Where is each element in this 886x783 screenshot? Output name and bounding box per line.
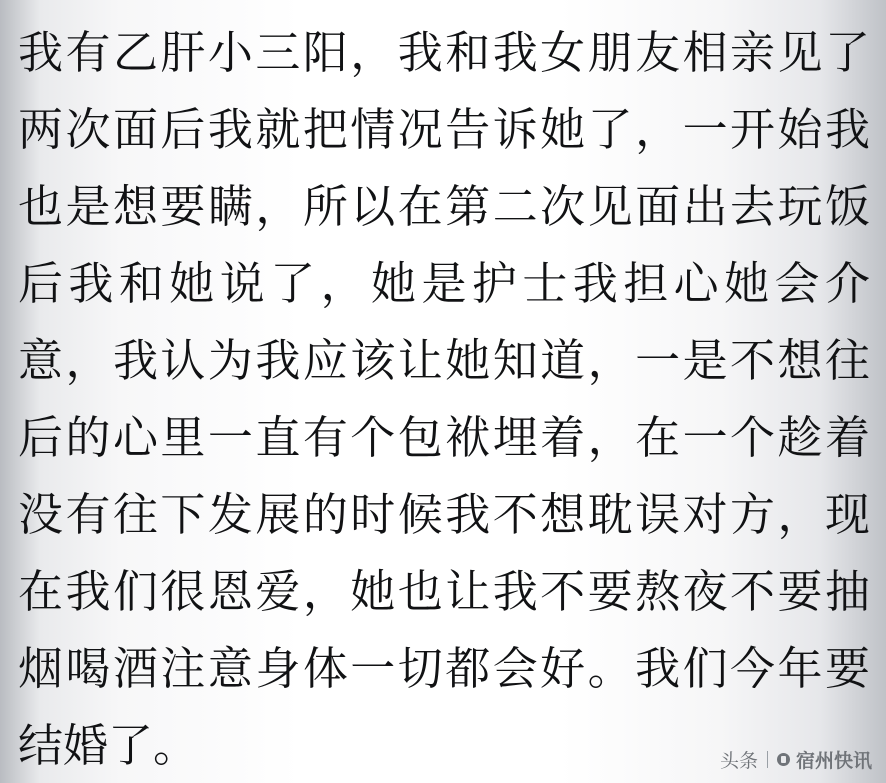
user-avatar-icon (777, 753, 790, 766)
watermark-divider (767, 751, 768, 768)
article-body-text: 我有乙肝小三阳，我和我女朋友相亲见了两次面后我就把情况告诉她了，一开始我也是想要瞒，所以在第二次见面出去玩饭后我和她说了，她是护士我担心她会介意，我认为我应该让她知道，一是不想往后的心里一直有个包袱埋着，在一个趁着没有往下发展的时候我不想耽误对方，现在我们很恩爱，她也让我不要熬夜不要抽烟喝酒注意身体一切都会好。我们今年要结婚了。 (18, 26, 870, 772)
watermark-platform-label: 头条 (719, 750, 758, 772)
watermark-source-name: 宿州快讯 (795, 750, 872, 772)
watermark (720, 746, 872, 773)
